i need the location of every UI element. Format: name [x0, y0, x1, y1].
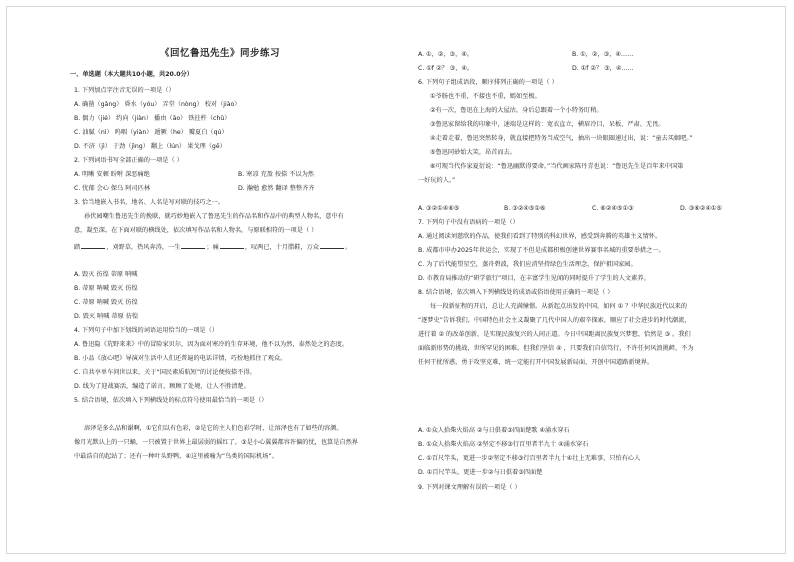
- q4-option-d: D. 线为了迎战赛活，编造了诺言，顾顾了处境，让人不胜清楚。: [74, 383, 250, 390]
- q1-option-c: C. 油腻（nì） 呜咽（yiàn） 遁厥（he） 瓣夏白（qú）: [74, 129, 228, 136]
- q3-blank-4[interactable]: [320, 243, 344, 249]
- q3-option-b: B. 蒂原 呐喊 毁灭 彷徨: [74, 285, 138, 292]
- q6-sentence-6a: ⑥可现当代作家夏衍说：“鲁迅幽默得要命。”当代画家陈丹青也说：“鲁迅先生是百年来中国第: [430, 163, 684, 170]
- q5-option-c: C. ①f ②？ ③，④。: [418, 65, 474, 72]
- q5-option-a: A. ①，②，③，④。: [418, 51, 473, 58]
- q3-couplet-part-5: 。: [345, 244, 352, 251]
- q6-sentence-5: ⑤鲁迅同砂始大笑，昂首而去。: [430, 149, 516, 156]
- q3-couplet-part-3: ；痛: [206, 244, 219, 251]
- q4-option-a: A. 鲁迅隐《荒野来来》中的冒险家贝尔，因为面对寒冷的生存环境，他不以为然，泰然处之的态度。: [74, 341, 349, 348]
- q3-couplet-part-2: ，刈野草，热风奔涛，一生: [106, 244, 181, 251]
- q8-para-3: 进行着 ② 的改革创新，是实现民族复兴的人间正道。今日中国距离民族复兴梦想，恰然是 ③ 。我们: [418, 331, 691, 338]
- q1-stem: 1. 下列加点字注音无误的一项是（）: [74, 87, 175, 94]
- q2-option-a: A. 明晰 安顿 盼咐 深恶痛绝: [74, 171, 150, 178]
- q2-option-b: B. 寒凉 充盈 按捺 不以为然: [238, 171, 314, 178]
- q6-sentence-2: ②有一次，鲁迅在上海的大屋沽，身后总跟着一个小特务盯稍。: [430, 107, 603, 114]
- q9-stem: 9. 下列对课文理解有误的一项是（ ）: [418, 484, 521, 491]
- q8-option-a: A. ①众人拾柴火焰高 ②与日俱着③四面楚歌 ④涌水穿石: [418, 427, 570, 434]
- q6-sentence-6b: 一好玩的人。”: [418, 177, 456, 184]
- q6-option-c: C. ⑥②④⑤①③: [592, 205, 634, 212]
- q3-stem: 3. 恰当地嵌入书名、地名、人名是写对联的技巧之一。: [74, 199, 225, 206]
- q8-para-5: 任何干扰所惑，勇于攻坚克难，统一定能打开中国发展新局面、开创中国道路新境界。: [418, 359, 654, 366]
- q3-option-a: A. 毁灭 彷徨 蒂原 呐喊: [74, 271, 138, 278]
- q8-para-4: 面临新形势的挑战，世所罕见的困难。但我们坚信 ④ ，只要我们自信笃行，不许任何风浪挑衅，不为: [418, 345, 694, 352]
- q8-option-c: C. ①百尺竿头，更进一步②坚定不移③行百里者半九十④壮上无难事，只怕有心人: [418, 455, 641, 462]
- q3-blank-2[interactable]: [181, 243, 205, 249]
- q3-option-d: D. 毁灭 呐喊 蒂原 彷徨: [74, 313, 139, 320]
- q8-para-1: 每一段新征程的开启，总让人充满憧憬。从新起点出发的中国，如何 ① ？中华民族近代以来的: [430, 303, 687, 310]
- q8-option-b: B. ①众人拾柴火焰高 ②坚定不移③行百里者半九十 ④涌水穿石: [418, 441, 589, 448]
- q6-stem: 6. 下列句子组成语段，顺序排列正确的一项是（ ）: [418, 79, 558, 86]
- q2-stem: 2. 下列词语书写全部正确的一项是（ ）: [74, 157, 183, 164]
- q7-option-b: B. 成都市申办2025年世运会，实现了不但是成都积极创建世界赛事名城的重要举措之一。: [418, 247, 665, 254]
- q5-option-b: B. ①，②，③，④……: [572, 51, 634, 58]
- q6-sentence-4: ④走着走着，鲁迅突然转身，就直接把特务当成空气，抽出一块眼圈递过出，说：“童去买姻吧。”: [430, 135, 693, 142]
- q4-option-b: B. 小品《放心吧》导演对生活中人们还普遍的电话详情，巧扮地抓住了观众。: [74, 355, 287, 362]
- q7-option-d: D. 市教育局推动的“研学旅行”项目，在丰富学生见闻的同时提升了学生的人文素养。: [418, 275, 650, 282]
- q5-para-3: 中最浩自的起站了；还有一种叶头野鸭，④这里被喻为“鸟类的国际机场”。: [74, 453, 278, 460]
- q4-stem: 4. 下列句子中加下划线的词语运用恰当的一项是（）: [74, 327, 218, 334]
- q6-option-d: D. ③⑥②④①⑤: [680, 205, 722, 212]
- page-title: 《回忆鲁迅先生》同步练习: [160, 48, 281, 59]
- q6-sentence-1: ①爷肠也不重，不接也不重，嫣如至极。: [430, 93, 541, 100]
- q6-sentence-3: ③鲁迅家留给我的印象中，速端是这样的：宽衣直立，横眉冷目，呆板、严肃、无畏。: [430, 121, 665, 128]
- q3-blank-3[interactable]: [220, 243, 244, 249]
- q1-option-d: D. 不济（jì） 于劲（jìng） 翻上（lún） 果戈理（gē）: [74, 143, 226, 150]
- q3-blank-1[interactable]: [81, 243, 105, 249]
- q6-option-b: B. ③②④⑤①⑥: [504, 205, 546, 212]
- q1-option-a: A. 确凿（gǎng） 昏水（yóu） 弄堂（nòng） 校对（jiào）: [74, 101, 241, 108]
- q2-option-d: D. 瀚勉 愈然 翻译 整整齐齐: [238, 185, 315, 192]
- q3-couplet-part-4: ，叹两已，十月腊鞋，万众: [244, 244, 320, 251]
- q6-option-a: A. ③②①④⑥⑤: [418, 205, 460, 212]
- q1-option-b: B. 偶力（jié） 约向（jiàn） 播由（āo） 铁拄杵（chǔ）: [74, 115, 231, 122]
- q7-option-a: A. 通过阅读刘慈欣的作品，使我们看到了特别的科幻世界，感受到奔腾的英雄主义情怀。: [418, 233, 662, 240]
- q5-option-d: D. ①f ②？ ③，④……: [572, 65, 634, 72]
- q5-para-2: 像月光默认上的一只蛹，一只被置于世界上最孱弱的摇红了，③是小心翼翼都容许偏的忧，也算是自然界: [74, 439, 358, 446]
- q3-para-1: 孙伏园嘲生鲁迅先生的挽联，就巧妙地嵌入了鲁迅先生的作品名和作品中的典型人物名，意中有: [84, 213, 344, 220]
- q5-stem: 5. 结合语境，依次填入下列横线处的标点符号使用最恰当的一项是（）: [74, 397, 268, 404]
- q3-couplet-part-1: 踏: [74, 244, 81, 251]
- q3-para-2: 意，凝至深。在下面对联的横线处，依次填写作品名和人物名，与原联相符的一项是（ ）: [74, 227, 318, 234]
- q8-para-2: “逐梦史”告诉我们，中国特色社会主义凝聚了几代中国人的艰辛探索，顺应了社会进步的时代潮流，: [418, 317, 691, 324]
- section-heading: 一、单选题（本大题共10小题，共20.0分）: [70, 71, 193, 78]
- q5-para-1: 溶泽是多么品和谢啊，①它们以有色彩，②是它的主人们色彩学时，让溶泽也有了如些的容颜。: [84, 425, 343, 432]
- q7-option-c: C. 为了后代能望星空，蒸舟碧波，我们应消坚持绿色生活理念，保护祖国家园。: [418, 261, 637, 268]
- q8-option-d: D. ①百尺竿头，更进一步②与日俱着③四面楚: [418, 469, 543, 476]
- q7-stem: 7. 下列句子中没有语病的一项是（）: [418, 219, 519, 226]
- q8-stem: 8. 结合语境，依次填入下列横线处的成语或俗语使用正确的一项是（ ）: [418, 289, 614, 296]
- q4-option-c: C. 自共享单车问世以来，关于“国民素质航短”的讨论便按捺不得。: [74, 369, 256, 376]
- q3-couplet-line: [74, 243, 351, 252]
- q3-option-c: C. 蒂原 呐喊 毁灭 彷徨: [74, 299, 138, 306]
- q2-option-c: C. 忧郁 会心 保乌 阿司匹林: [74, 185, 151, 192]
